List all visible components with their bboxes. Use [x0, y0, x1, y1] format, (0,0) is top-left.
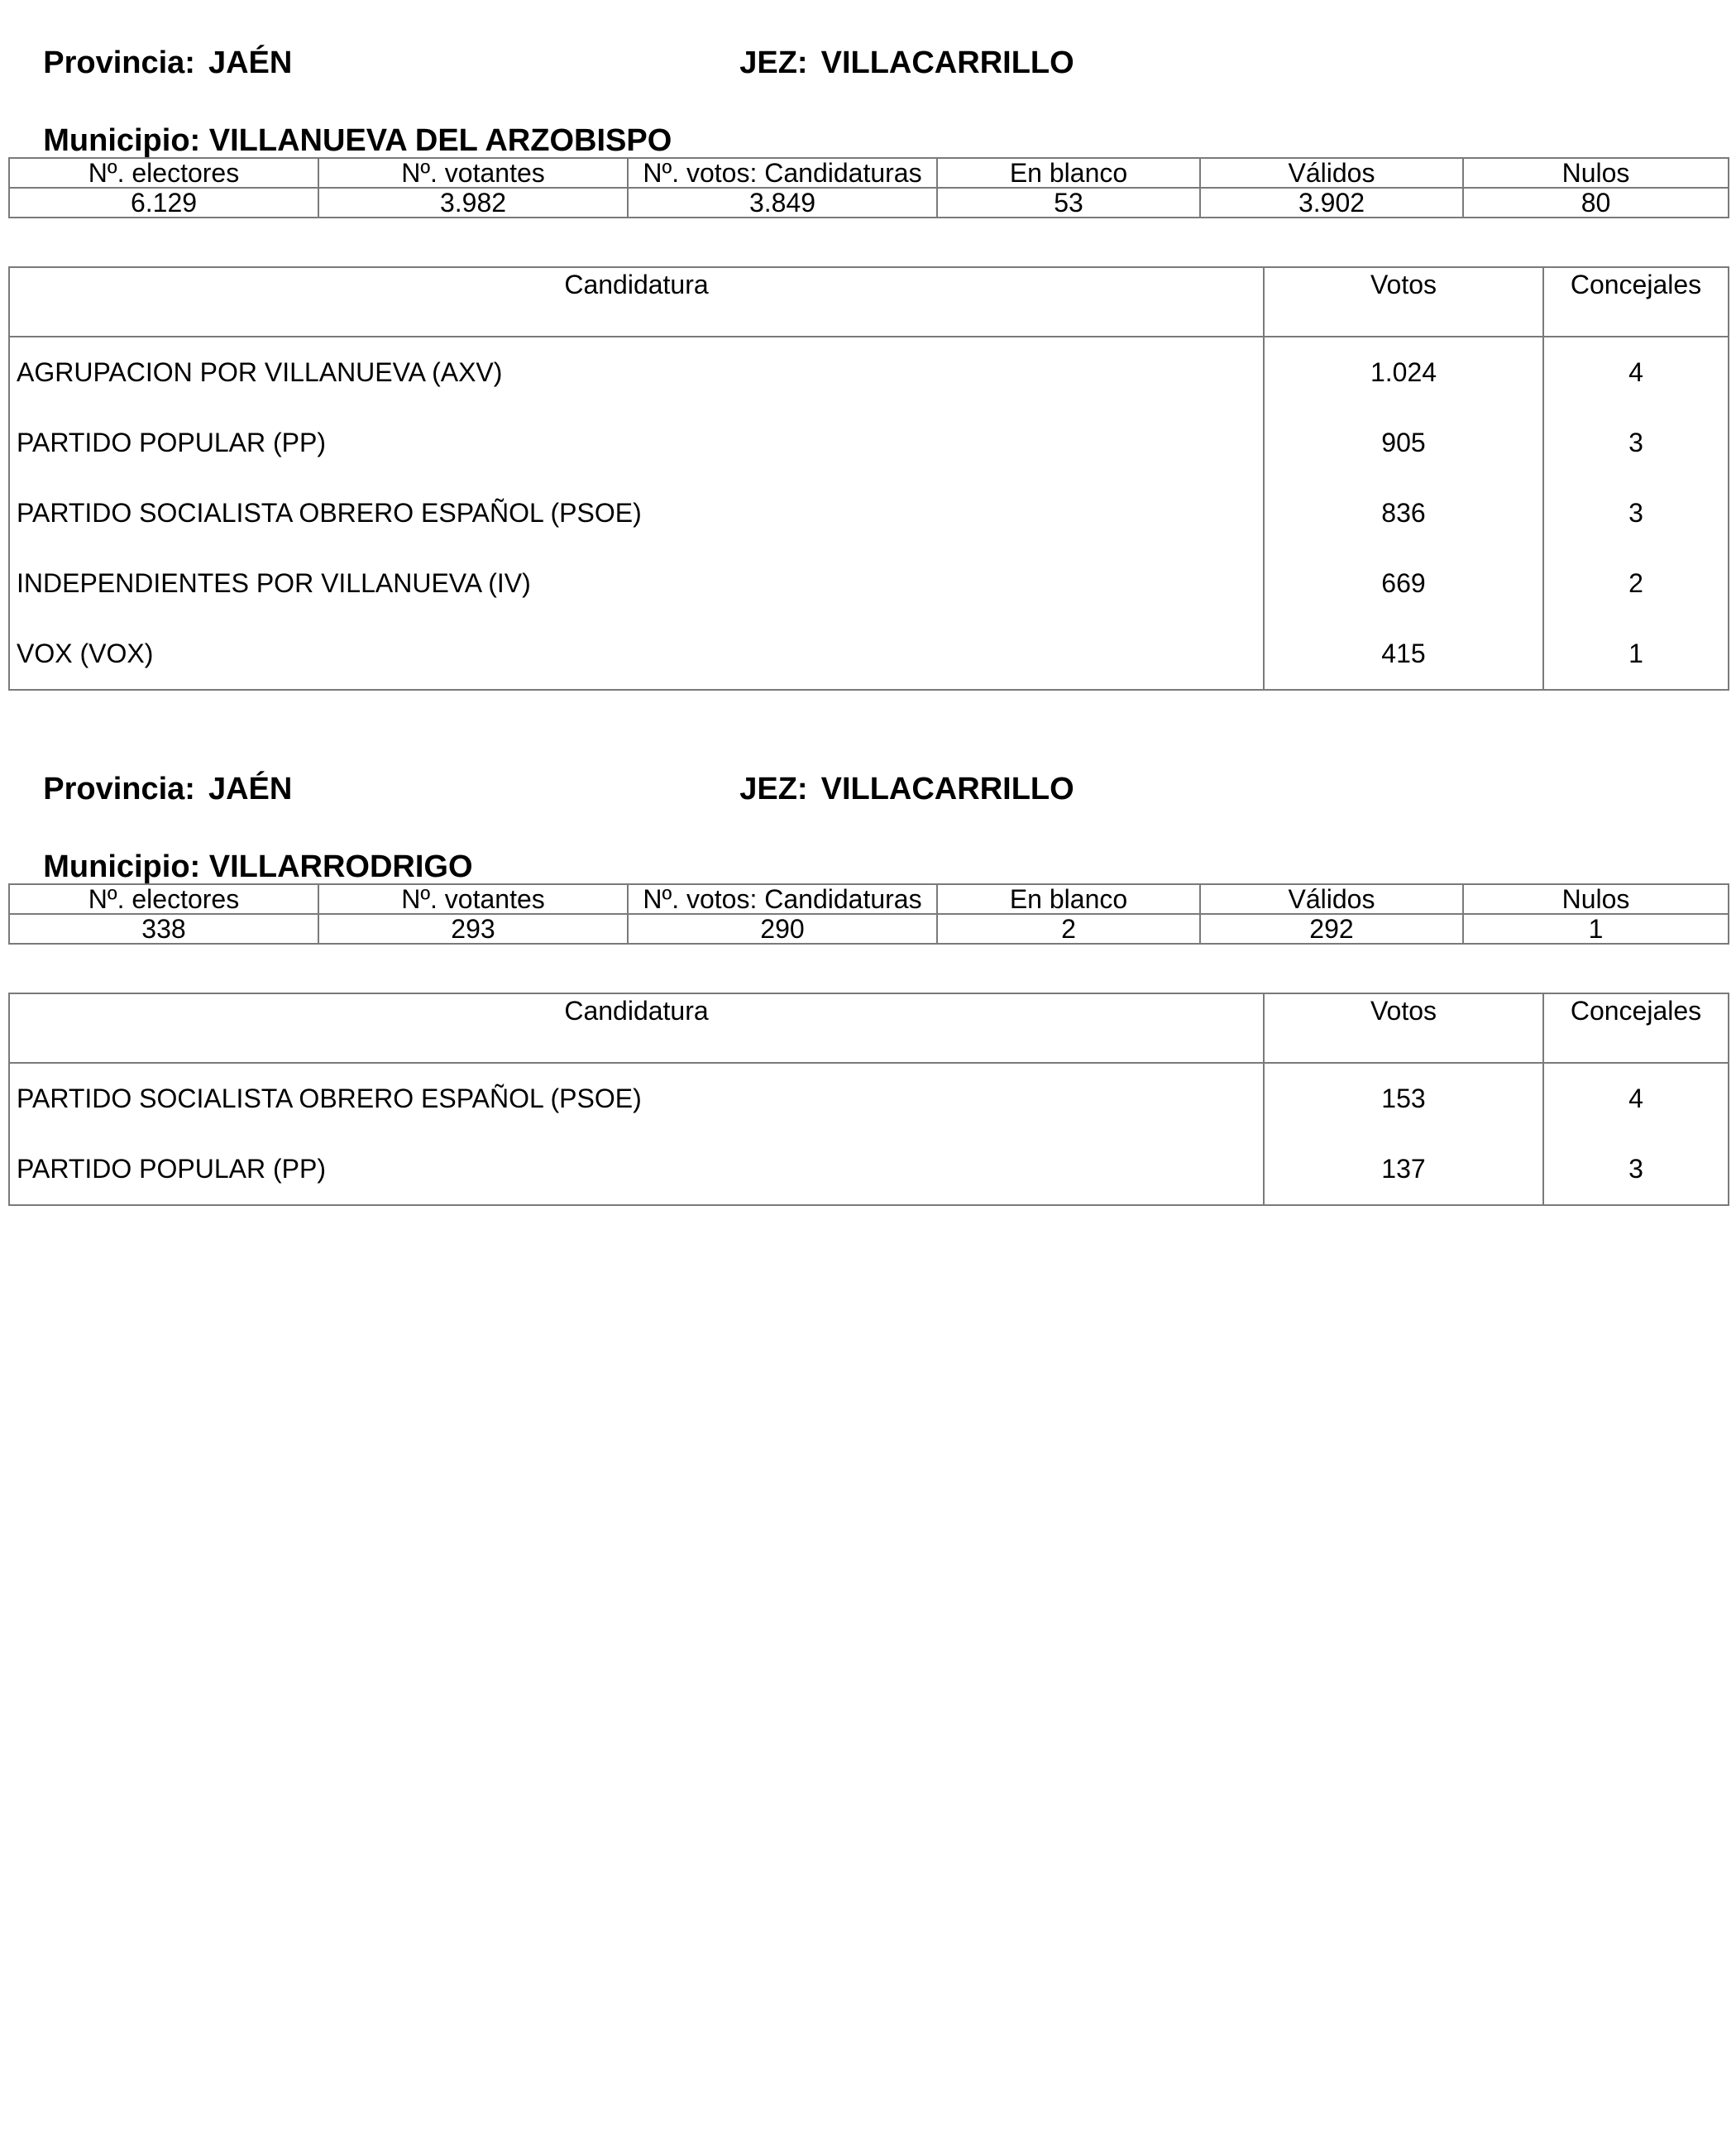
candidate-name: VOX (VOX) — [9, 619, 1264, 690]
value-electores: 338 — [9, 914, 318, 944]
provincia-label: Provincia: — [43, 45, 195, 80]
candidate-votos: 836 — [1264, 478, 1543, 548]
candidate-votos: 1.024 — [1264, 337, 1543, 408]
candidate-concejales: 2 — [1543, 548, 1729, 619]
section-villanueva — [8, 0, 1728, 695]
provincia-value: JAÉN — [208, 45, 293, 80]
value-votantes: 3.982 — [318, 188, 628, 218]
header-votantes: Nº. votantes — [318, 884, 628, 914]
header-electores: Nº. electores — [9, 158, 318, 188]
summary-header-row — [9, 158, 1729, 188]
jez-value: VILLACARRILLO — [820, 772, 1074, 806]
summary-header-row — [9, 884, 1729, 914]
candidate-votos: 137 — [1264, 1134, 1543, 1205]
candidate-votos: 905 — [1264, 408, 1543, 478]
jez-label: JEZ: — [739, 772, 808, 806]
candidate-votos: 153 — [1264, 1063, 1543, 1134]
table-row — [9, 1063, 1729, 1134]
jez-heading — [705, 734, 1074, 844]
value-en-blanco: 2 — [937, 914, 1200, 944]
header-votos: Votos — [1264, 267, 1543, 337]
candidatura-header-row — [9, 993, 1729, 1063]
table-row — [9, 1134, 1729, 1205]
summary-value-row — [9, 188, 1729, 218]
candidate-name: PARTIDO POPULAR (PP) — [9, 1134, 1264, 1205]
header-votantes: Nº. votantes — [318, 158, 628, 188]
provincia-value: JAÉN — [208, 772, 293, 806]
header-votos-candidaturas: Nº. votos: Candidaturas — [628, 884, 937, 914]
header-en-blanco: En blanco — [937, 158, 1200, 188]
header-en-blanco: En blanco — [937, 884, 1200, 914]
value-votos-candidaturas: 290 — [628, 914, 937, 944]
header-votos-candidaturas: Nº. votos: Candidaturas — [628, 158, 937, 188]
table-row — [9, 337, 1729, 408]
section-villarrodrigo — [8, 726, 1728, 1222]
value-votos-candidaturas: 3.849 — [628, 188, 937, 218]
header-concejales: Concejales — [1543, 993, 1729, 1063]
candidate-concejales: 4 — [1543, 337, 1729, 408]
candidate-concejales: 3 — [1543, 478, 1729, 548]
jez-label: JEZ: — [739, 45, 808, 80]
summary-table — [8, 157, 1729, 218]
jez-heading — [705, 8, 1074, 117]
candidate-name: AGRUPACION POR VILLANUEVA (AXV) — [9, 337, 1264, 408]
value-validos: 292 — [1200, 914, 1463, 944]
header-votos: Votos — [1264, 993, 1543, 1063]
value-validos: 3.902 — [1200, 188, 1463, 218]
municipio-label: Municipio: — [43, 849, 201, 884]
table-row — [9, 408, 1729, 478]
header-candidatura: Candidatura — [9, 267, 1264, 337]
value-electores: 6.129 — [9, 188, 318, 218]
value-nulos: 1 — [1463, 914, 1729, 944]
municipio-value: VILLANUEVA DEL ARZOBISPO — [208, 123, 672, 158]
table-row — [9, 478, 1729, 548]
candidate-votos: 669 — [1264, 548, 1543, 619]
header-validos: Válidos — [1200, 884, 1463, 914]
header-concejales: Concejales — [1543, 267, 1729, 337]
candidate-name: PARTIDO SOCIALISTA OBRERO ESPAÑOL (PSOE) — [9, 478, 1264, 548]
candidate-name: INDEPENDIENTES POR VILLANUEVA (IV) — [9, 548, 1264, 619]
summary-value-row — [9, 914, 1729, 944]
value-votantes: 293 — [318, 914, 628, 944]
candidatura-table — [8, 993, 1729, 1206]
municipio-value: VILLARRODRIGO — [208, 849, 473, 884]
value-nulos: 80 — [1463, 188, 1729, 218]
jez-value: VILLACARRILLO — [820, 45, 1074, 80]
municipio-label: Municipio: — [43, 123, 201, 158]
summary-table — [8, 883, 1729, 945]
header-validos: Válidos — [1200, 158, 1463, 188]
candidate-concejales: 3 — [1543, 1134, 1729, 1205]
table-row — [9, 548, 1729, 619]
candidate-name: PARTIDO POPULAR (PP) — [9, 408, 1264, 478]
header-nulos: Nulos — [1463, 158, 1729, 188]
header-nulos: Nulos — [1463, 884, 1729, 914]
header-candidatura: Candidatura — [9, 993, 1264, 1063]
candidatura-table — [8, 266, 1729, 691]
header-electores: Nº. electores — [9, 884, 318, 914]
value-en-blanco: 53 — [937, 188, 1200, 218]
table-row — [9, 619, 1729, 690]
candidatura-header-row — [9, 267, 1729, 337]
candidate-name: PARTIDO SOCIALISTA OBRERO ESPAÑOL (PSOE) — [9, 1063, 1264, 1134]
candidate-votos: 415 — [1264, 619, 1543, 690]
candidate-concejales: 3 — [1543, 408, 1729, 478]
provincia-label: Provincia: — [43, 772, 195, 806]
candidate-concejales: 1 — [1543, 619, 1729, 690]
candidate-concejales: 4 — [1543, 1063, 1729, 1134]
